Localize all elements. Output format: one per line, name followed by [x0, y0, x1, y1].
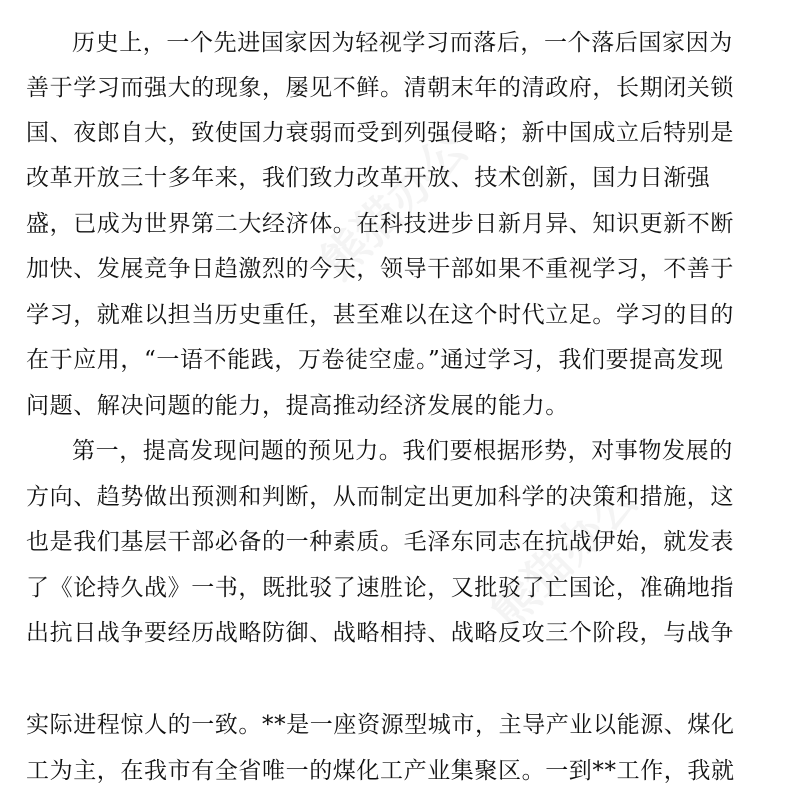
text-line: 实际进程惊人的一致。**是一座资源型城市，主导产业以能源、煤化 — [26, 712, 735, 738]
text-line: 也是我们基层干部必备的一种素质。毛泽东同志在抗战伊始，就发表 — [26, 529, 734, 555]
text-line: 国、夜郎自大，致使国力衰弱而受到列强侵略；新中国成立后特别是 — [26, 120, 734, 146]
text-line: 问题、解决问题的能力，提高推动经济发展的能力。 — [26, 393, 569, 419]
text-line: 工为主，在我市有全省唯一的煤化工产业集聚区。一到**工作，我就 — [26, 758, 735, 784]
text-line: 历史上，一个先进国家因为轻视学习而落后，一个落后国家因为 — [72, 30, 733, 56]
text-line: 了《论持久战》一书，既批驳了速胜论，又批驳了亡国论，准确地指 — [26, 575, 734, 601]
text-line: 第一，提高发现问题的预见力。我们要根据形势，对事物发展的 — [72, 438, 733, 464]
text-line: 学习，就难以担当历史重任，甚至难以在这个时代立足。学习的目的 — [26, 302, 734, 328]
watermark: 熊猫办公 — [479, 470, 649, 640]
text-line: 改革开放三十多年来，我们致力改革开放、技术创新，国力日渐强 — [26, 165, 711, 191]
watermark: 熊猫办公 — [309, 120, 479, 290]
text-line: 在于应用，“一语不能践，万卷徒空虚。”通过学习，我们要提高发现 — [26, 347, 724, 373]
text-line: 盛，已成为世界第二大经济体。在科技进步日新月异、知识更新不断 — [26, 211, 734, 237]
text-line: 善于学习而强大的现象，屡见不鲜。清朝末年的清政府，长期闭关锁 — [26, 75, 734, 101]
text-line: 方向、趋势做出预测和判断，从而制定出更加科学的决策和措施，这 — [26, 484, 734, 510]
text-line: 加快、发展竞争日趋激烈的今天，领导干部如果不重视学习，不善于 — [26, 256, 734, 282]
text-line: 出抗日战争要经历战略防御、战略相持、战略反攻三个阶段，与战争 — [26, 620, 734, 646]
